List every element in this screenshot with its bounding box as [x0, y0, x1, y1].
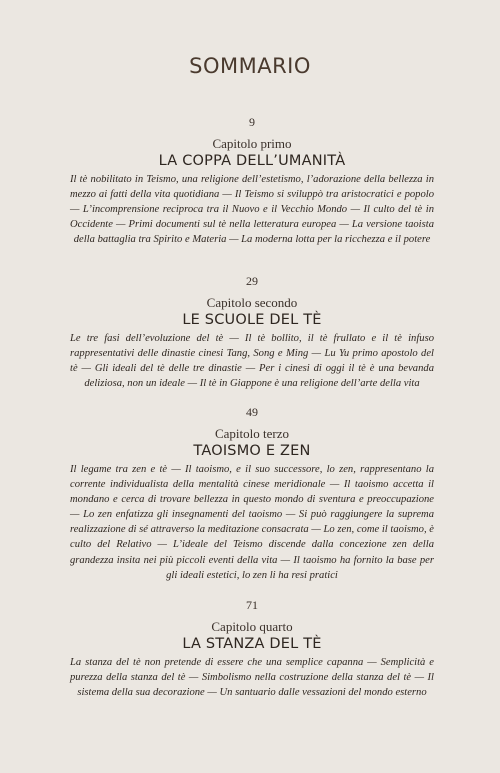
chapter-description: Le tre fasi dell’evoluzione del tè — Il tè bollito, il tè frullato e il tè infuso rappresentativi delle dinastie cinesi Tang, Song e Ming — Lu Yu primo apostolo del tè — Gli ideali del tè delle tre dinastie — Per i cinesi di oggi il tè è una bevanda deliziosa, non un ideale — Il tè in Giappone è una religione dell’arte della vita	[70, 333, 434, 390]
chapter-label: Capitolo secondo	[206, 295, 298, 310]
chapter-page-number: 9	[249, 115, 255, 129]
chapter-description: La stanza del tè non pretende di essere che una semplice capanna — Semplicità e purezza della stanza del tè — Simbolismo nella costruzione della stanza del tè — Il sistema della sua decorazione — Un santuario dalle vessazioni del mondo esterno	[70, 657, 434, 699]
chapter-label: Capitolo terzo	[214, 426, 289, 441]
chapter-label: Capitolo quarto	[211, 619, 293, 634]
chapter-label: Capitolo primo	[212, 136, 292, 151]
chapter-title: TAOISMO E ZEN	[193, 443, 311, 459]
chapter-title: LE SCUOLE DEL TÈ	[182, 312, 322, 328]
chapter-page-number: 49	[246, 405, 258, 419]
chapter-title: LA STANZA DEL TÈ	[182, 636, 322, 652]
page-title: SOMMARIO	[189, 54, 311, 78]
chapter-entry-4	[70, 598, 434, 700]
chapter-description: Il legame tra zen e tè — Il taoismo, e il suo successore, lo zen, rappresentano la corrente individualista della mentalità cinese meridionale — Il taoismo accetta il mondano e cerca di trovare bellezza in questo mondo di sventura e preoccupazione — Lo zen enfatizza gli insegnamenti del taoismo — Si può raggiungere la suprema realizzazione di sé attraverso la meditazione consacrata — Lo zen, come il taoismo, è culto del Relativo — L’ideale del Teismo discende dalla concezione zen della grandezza insita nei più piccoli eventi della vita — Il taoismo ha fornito la base per gli ideali estetici, lo zen li ha resi pratici	[70, 464, 434, 581]
chapter-title: LA COPPA DELL’UMANITÀ	[158, 153, 346, 169]
chapter-description: Il tè nobilitato in Teismo, una religione dell’estetismo, l’adorazione della bellezza in mezzo ai fatti della vita quotidiana — Il Teismo si sviluppò tra aristocratici e popolo — L’incomprensione reciproca tra il Nuovo e il Vecchio Mondo — Il culto del tè in Occidente — Primi documenti sul tè nella letteratura europea — La versione taoista della battaglia tra Spirito e Materia — La moderna lotta per la ricchezza e il potere	[70, 174, 434, 246]
chapter-page-number: 29	[246, 274, 258, 288]
chapter-entry-2	[70, 274, 434, 391]
chapter-entry-1	[70, 115, 434, 247]
chapter-page-number: 71	[246, 598, 258, 612]
chapter-entry-3	[70, 405, 434, 583]
